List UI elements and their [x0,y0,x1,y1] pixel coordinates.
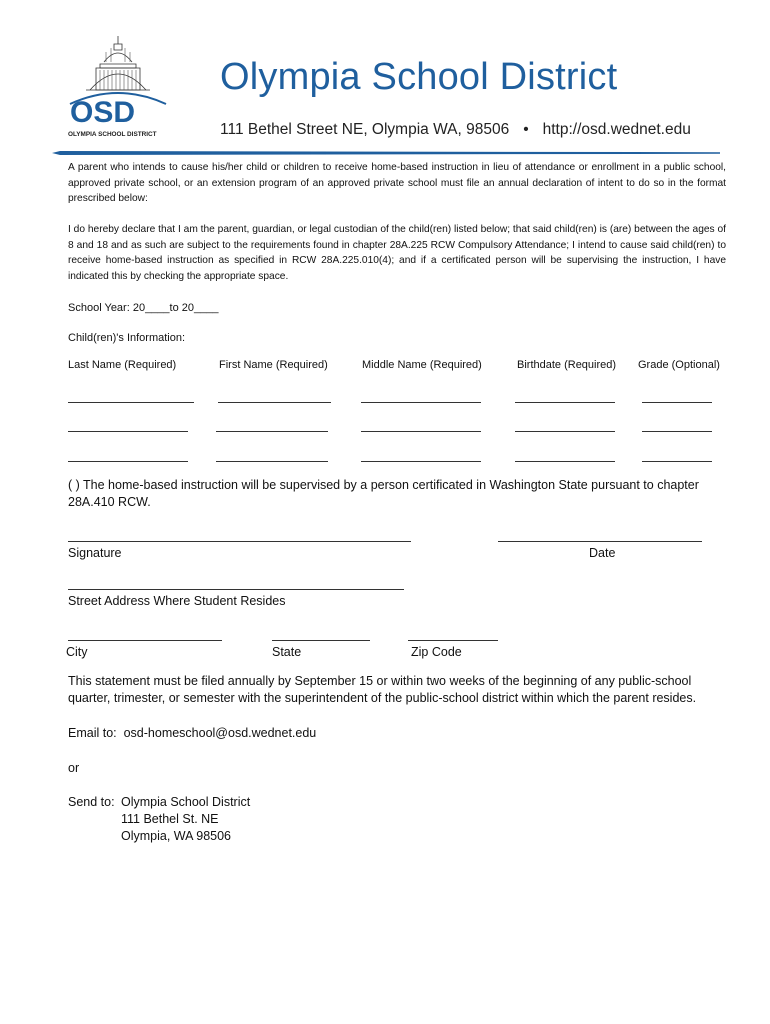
or-text: or [68,761,80,775]
certificated-checkbox-statement[interactable]: ( ) The home-based instruction will be supervised by a person certificated in Washington State pursuant to chapter 28A.410 RCW. [68,478,699,509]
state-label: State [272,645,302,659]
district-address: 111 Bethel Street NE, Olympia WA, 98506 [220,121,510,138]
birthdate-line[interactable] [515,461,615,462]
first-name-line[interactable] [216,461,328,462]
state-line[interactable] [272,640,370,641]
capitol-dome-icon [66,34,176,140]
send-to-line-1: Olympia School District [121,795,251,809]
signature-line[interactable] [68,541,411,542]
email-address[interactable]: osd-homeschool@osd.wednet.edu [123,726,317,740]
last-name-line[interactable] [68,461,188,462]
signature-label: Signature [68,546,122,560]
col-last-name: Last Name (Required) [68,359,177,371]
date-label: Date [589,546,616,560]
birthdate-line[interactable] [515,431,615,432]
grade-line[interactable] [642,402,712,403]
city-label: City [66,645,88,659]
email-line [68,726,316,740]
col-grade: Grade (Optional) [638,359,720,371]
district-url[interactable]: http://osd.wednet.edu [542,121,691,138]
email-prefix: Email to: [68,726,117,740]
svg-text:OLYMPIA SCHOOL DISTRICT: OLYMPIA SCHOOL DISTRICT [68,131,157,138]
last-name-line[interactable] [68,402,194,403]
col-birthdate: Birthdate (Required) [517,359,617,371]
col-middle-name: Middle Name (Required) [362,359,482,371]
grade-line[interactable] [642,431,712,432]
first-name-line[interactable] [216,431,328,432]
intro-paragraph: A parent who intends to cause his/her child or children to receive home-based instruction in lieu of attendance or enrollment in a public school, approved private school, or an extension program of an approved private school must file an annual declaration of intent to do so in the format prescribed below: [68,162,726,204]
school-year-field[interactable]: School Year: 20____to 20____ [68,302,219,314]
send-to-line-2: 111 Bethel St. NE [121,812,219,826]
date-line[interactable] [498,541,702,542]
middle-name-line[interactable] [361,402,481,403]
street-address-line[interactable] [68,589,404,590]
birthdate-line[interactable] [515,402,615,403]
district-title: Olympia School District [220,56,618,98]
district-address-line [220,121,691,139]
svg-text:OSD: OSD [70,96,136,129]
middle-name-line[interactable] [361,431,481,432]
zip-code-line[interactable] [408,640,498,641]
declaration-paragraph: I do hereby declare that I am the parent, guardian, or legal custodian of the child(ren) listed below; that said child(ren) is (are) between the ages of 8 and 18 and as such are subject to the requirements found in chapter 28A.225 RCW Compulsory Attendance; I intend to cause said child(ren) to receive home-based instruction as specified in RCW 28A.225.010(4); and if a certificated person will be supervising the instruction, I have indicated this by checking the appropriate space. [68,224,726,282]
first-name-line[interactable] [218,402,331,403]
middle-name-line[interactable] [361,461,481,462]
bullet-separator: • [523,121,529,138]
send-to-line-3: Olympia, WA 98506 [121,829,232,843]
send-to-prefix: Send to: [68,795,115,809]
col-first-name: First Name (Required) [219,359,328,371]
last-name-line[interactable] [68,431,188,432]
zip-code-label: Zip Code [411,645,462,659]
header-divider [52,151,720,155]
filing-statement: This statement must be filed annually by September 15 or within two weeks of the beginning of any public-school quarter, trimester, or semester with the superintendent of the public-school district within which the parent resides. [68,674,697,705]
osd-logo [66,34,176,140]
grade-line[interactable] [642,461,712,462]
street-address-label: Street Address Where Student Resides [68,594,286,608]
children-heading: Child(ren)'s Information: [68,332,186,344]
city-line[interactable] [68,640,222,641]
